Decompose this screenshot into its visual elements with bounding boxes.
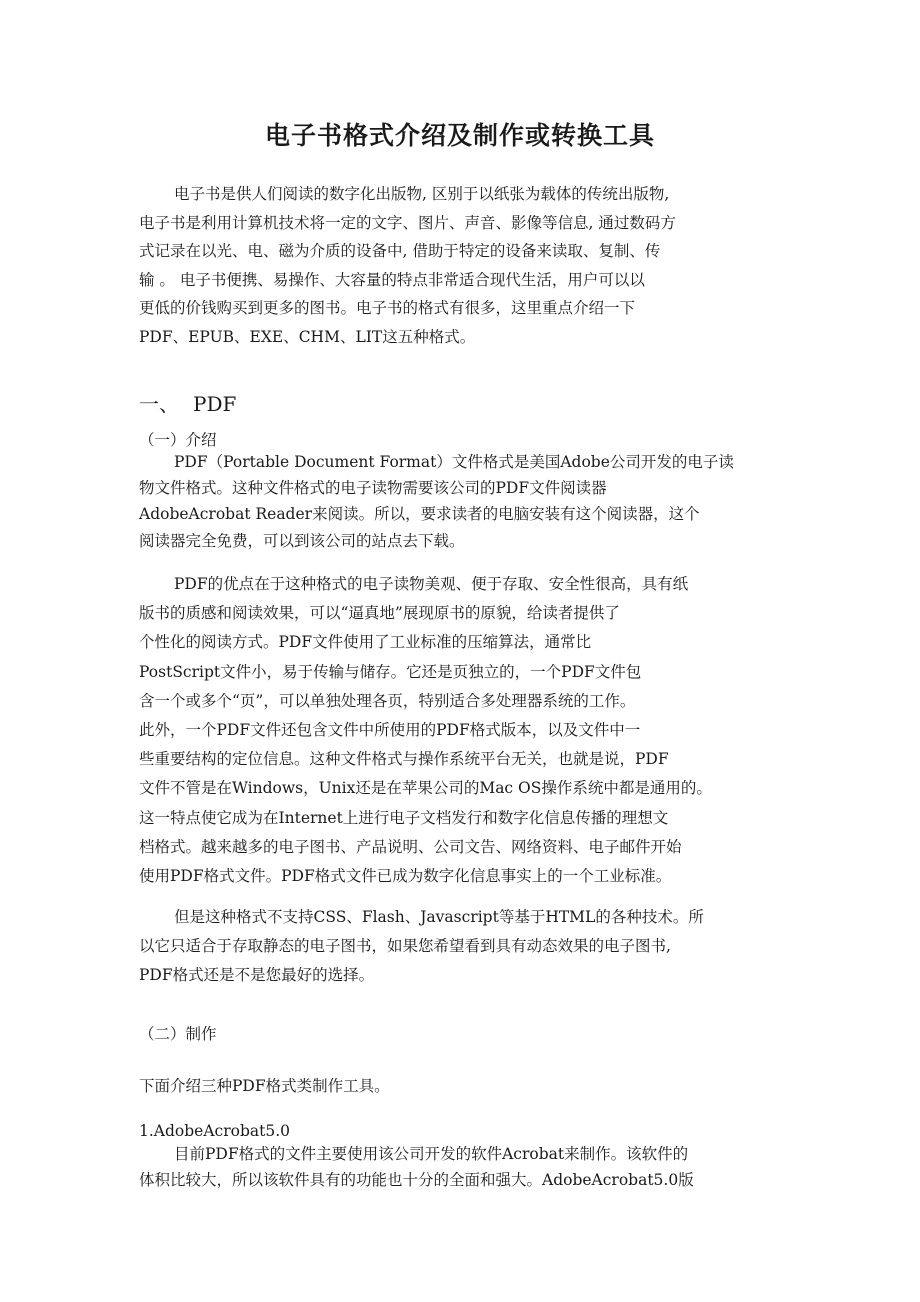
paragraph-line: AdobeAcrobat Reader来阅读。所以，要求读者的电脑安装有这个阅读器，这个 [139, 505, 700, 524]
tool-heading-acrobat: 1.AdobeAcrobat5.0 [139, 1122, 290, 1140]
paragraph-line: PostScript文件小，易于传输与储存。它还是页独立的，一个PDF文件包 [139, 662, 642, 681]
paragraph-line: 些重要结构的定位信息。这种文件格式与操作系统平台无关，也就是说，PDF [139, 750, 669, 769]
pdf-limitations-paragraph [139, 903, 789, 991]
intro-line: 式记录在以光、电、磁为介质的设备中, 借助于特定的设备来读取、复制、传 [139, 242, 661, 261]
paragraph-line: 档格式。越来越多的电子图书、产品说明、公司文告、网络资料、电子邮件开始 [139, 837, 682, 856]
paragraph-line: 这一特点使它成为在Internet上进行电子文档发行和数字化信息传播的理想文 [139, 808, 669, 827]
paragraph-line: 此外，一个PDF文件还包含文件中所使用的PDF格式版本，以及文件中一 [139, 721, 641, 740]
paragraph-line: 体积比较大，所以该软件具有的功能也十分的全面和强大。AdobeAcrobat5.0版 [139, 1171, 694, 1190]
intro-line: 电子书是利用计算机技术将一定的文字、图片、声音、影像等信息, 通过数码方 [139, 213, 676, 232]
paragraph-line: 目前PDF格式的文件主要使用该公司开发的软件Acrobat来制作。该软件的 [174, 1145, 689, 1163]
intro-paragraph [139, 180, 789, 352]
pdf-advantages-paragraph [139, 570, 789, 891]
paragraph-line: 物文件格式。这种文件格式的电子读物需要该公司的PDF文件阅读器 [139, 479, 607, 498]
paragraph-line: PDF的优点在于这种格式的电子读物美观、便于存取、安全性很高，具有纸 [174, 575, 689, 593]
subsection-heading-making: （二）制作 [139, 1025, 217, 1043]
section-title: PDF [193, 392, 237, 416]
paragraph-line: PDF（Portable Document Format）文件格式是美国Adobe公司开发的电子读 [174, 453, 734, 471]
paragraph-line: 个性化的阅读方式。PDF文件使用了工业标准的压缩算法，通常比 [139, 633, 592, 652]
pdf-intro-paragraph [139, 449, 789, 554]
section-number: 一、 [139, 392, 179, 416]
section-heading-pdf [139, 388, 236, 417]
subsection-heading-intro: （一）介绍 [139, 431, 217, 449]
acrobat-paragraph [139, 1141, 789, 1193]
intro-line: 更低的价钱购买到更多的图书。电子书的格式有很多，这里重点介绍一下 [139, 299, 636, 318]
paragraph-line: 但是这种格式不支持CSS、Flash、Javascript等基于HTML的各种技术。所 [174, 908, 704, 926]
page-title: 电子书格式介绍及制作或转换工具 [264, 121, 655, 150]
paragraph-line: PDF格式还是不是您最好的选择。 [139, 966, 375, 985]
paragraph-line: 以它只适合于存取静态的电子图书，如果您希望看到具有动态效果的电子图书, [139, 937, 671, 956]
intro-line: 输 。 电子书便携、易操作、大容量的特点非常适合现代生活，用户可以以 [139, 270, 645, 289]
intro-line: PDF、EPUB、EXE、CHM、LIT这五种格式。 [139, 327, 476, 346]
tools-lead-line: 下面介绍三种PDF格式类制作工具。 [139, 1077, 390, 1095]
paragraph-line: 阅读器完全免费，可以到该公司的站点去下载。 [139, 531, 465, 550]
paragraph-line: 含一个或多个“页”，可以单独处理各页，特别适合多处理器系统的工作。 [139, 691, 636, 710]
intro-line: 电子书是供人们阅读的数字化出版物, 区别于以纸张为载体的传统出版物, [174, 185, 670, 203]
paragraph-line: 使用PDF格式文件。PDF格式文件已成为数字化信息事实上的一个工业标准。 [139, 867, 672, 886]
paragraph-line: 文件不管是在Windows，Unix还是在苹果公司的Mac OS操作系统中都是通用的。 [139, 779, 712, 798]
paragraph-line: 版书的质感和阅读效果，可以“逼真地”展现原书的原貌，给读者提供了 [139, 604, 620, 623]
